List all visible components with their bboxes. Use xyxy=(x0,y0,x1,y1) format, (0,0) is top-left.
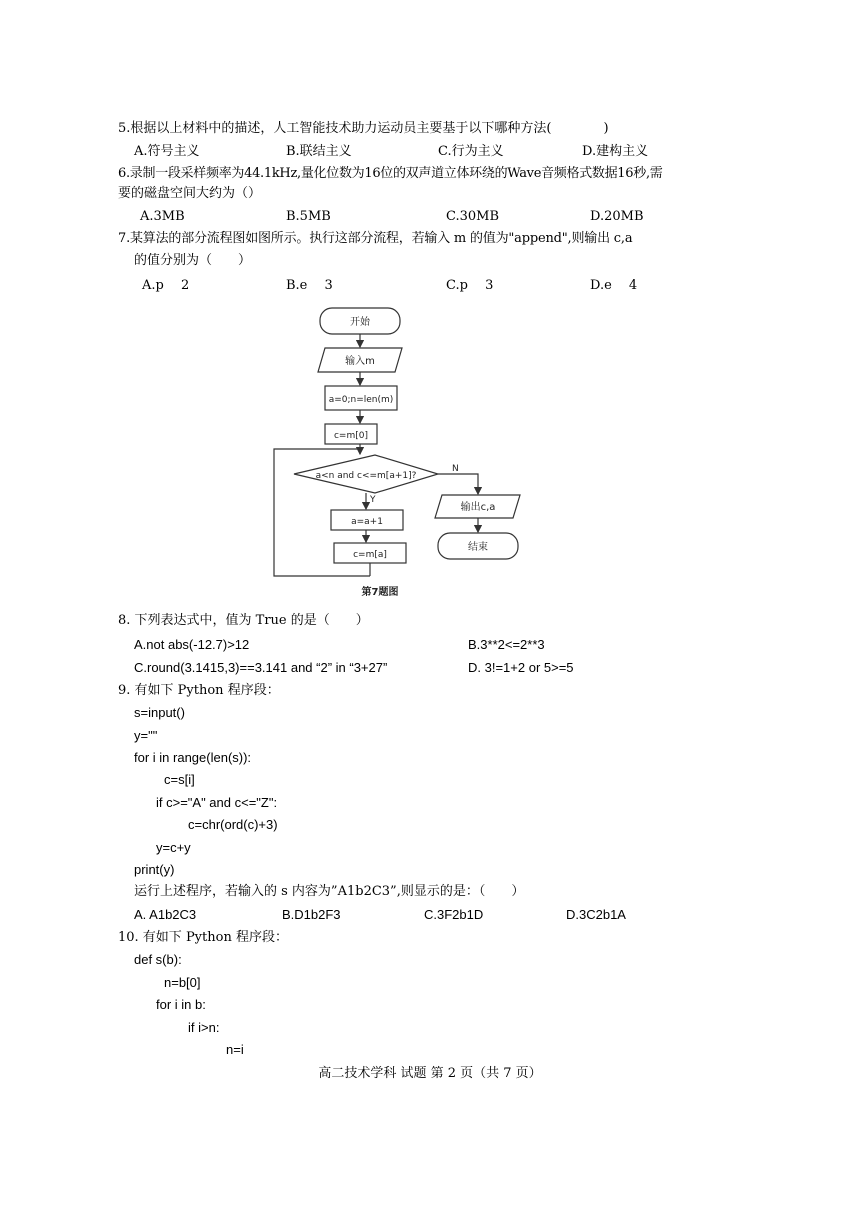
q10-code-line: if i>n: xyxy=(188,1020,220,1035)
q9-code-line: c=chr(ord(c)+3) xyxy=(188,817,278,832)
flow-end-label: 结束 xyxy=(468,542,488,553)
q9-stem: 9. 有如下 Python 程序段： xyxy=(118,683,280,698)
q10-code-line: n=b[0] xyxy=(164,975,201,990)
flow-no-label: N xyxy=(452,464,459,474)
q6-option-d: D.20MB xyxy=(590,209,644,224)
q9-code-line: if c>="A" and c<="Z": xyxy=(156,795,278,810)
q9-code-line: y="" xyxy=(134,728,158,743)
flow-condition-label: a<n and c<=m[a+1]? xyxy=(315,471,417,481)
q9-option-a: A. A1b2C3 xyxy=(134,907,197,922)
q9-code-line: for i in range(len(s)): xyxy=(134,750,252,765)
flow-yes-label: Y xyxy=(370,495,376,505)
q5-stem: 5.根据以上材料中的描述，人工智能技术助力运动员主要基于以下哪种方法( ) xyxy=(118,121,609,136)
flow-caption: 第7题图 xyxy=(361,587,399,598)
q5-option-b: B.联结主义 xyxy=(286,144,352,159)
flow-input-label: 输入m xyxy=(345,356,375,367)
q6-stem-line1: 6.录制一段采样频率为44.1kHz,量化位数为16位的双声道立体环绕的Wave音频格式数据16秒,需 xyxy=(118,166,663,181)
q8-stem: 8. 下列表达式中，值为 True 的是（ ） xyxy=(118,613,369,628)
q7-option-d: D.e 4 xyxy=(590,278,638,293)
q5-option-d: D.建构主义 xyxy=(582,144,649,159)
q9-code-line: c=s[i] xyxy=(164,772,195,787)
flow-init-label: a=0;n=len(m) xyxy=(328,395,394,405)
q8-option-c: C.round(3.1415,3)==3.141 and “2” in “3+27” xyxy=(134,660,388,675)
q8-option-b: B.3**2<=2**3 xyxy=(468,637,545,652)
q6-option-c: C.30MB xyxy=(446,209,500,224)
q9-option-c: C.3F2b1D xyxy=(424,907,484,922)
q9-option-d: D.3C2b1A xyxy=(566,907,626,922)
q6-option-b: B.5MB xyxy=(286,209,331,224)
q8-option-a: A.not abs(-12.7)>12 xyxy=(134,637,250,652)
flow-update-label: c=m[a] xyxy=(353,550,387,560)
q10-code-line: n=i xyxy=(226,1042,244,1057)
q7-option-c: C.p 3 xyxy=(446,278,494,293)
q9-question: 运行上述程序，若输入的 s 内容为”A1b2C3”,则显示的是：（ ） xyxy=(134,884,525,899)
q9-option-b: B.D1b2F3 xyxy=(282,907,341,922)
q7-stem-line1: 7.某算法的部分流程图如图所示。执行这部分流程，若输入 m 的值为"append",则输出 c,a xyxy=(118,231,633,246)
q9-code-line: print(y) xyxy=(134,862,175,877)
flow-assign-label: c=m[0] xyxy=(333,431,369,441)
q10-stem: 10. 有如下 Python 程序段： xyxy=(118,930,288,945)
q6-option-a: A.3MB xyxy=(140,209,185,224)
q9-code-line: y=c+y xyxy=(156,840,191,855)
q7-stem-line2: 的值分别为（ ） xyxy=(134,253,252,268)
flow-output-label: 输出c,a xyxy=(460,502,496,513)
q6-stem-line2: 要的磁盘空间大约为（） xyxy=(118,186,262,201)
flow-increment-label: a=a+1 xyxy=(351,517,383,527)
q7-option-a: A.p 2 xyxy=(142,278,190,293)
q5-option-c: C.行为主义 xyxy=(438,144,504,159)
q9-code-line: s=input() xyxy=(134,705,185,720)
q5-option-a: A.符号主义 xyxy=(134,144,200,159)
q10-code-line: def s(b): xyxy=(134,952,182,967)
q7-option-b: B.e 3 xyxy=(286,278,333,293)
flow-start-label: 开始 xyxy=(350,317,370,328)
page-footer: 高二技术学科 试题 第 2 页（共 7 页） xyxy=(318,1066,542,1081)
q8-option-d: D. 3!=1+2 or 5>=5 xyxy=(468,660,574,675)
q10-code-line: for i in b: xyxy=(156,997,206,1012)
flowchart xyxy=(270,304,530,604)
